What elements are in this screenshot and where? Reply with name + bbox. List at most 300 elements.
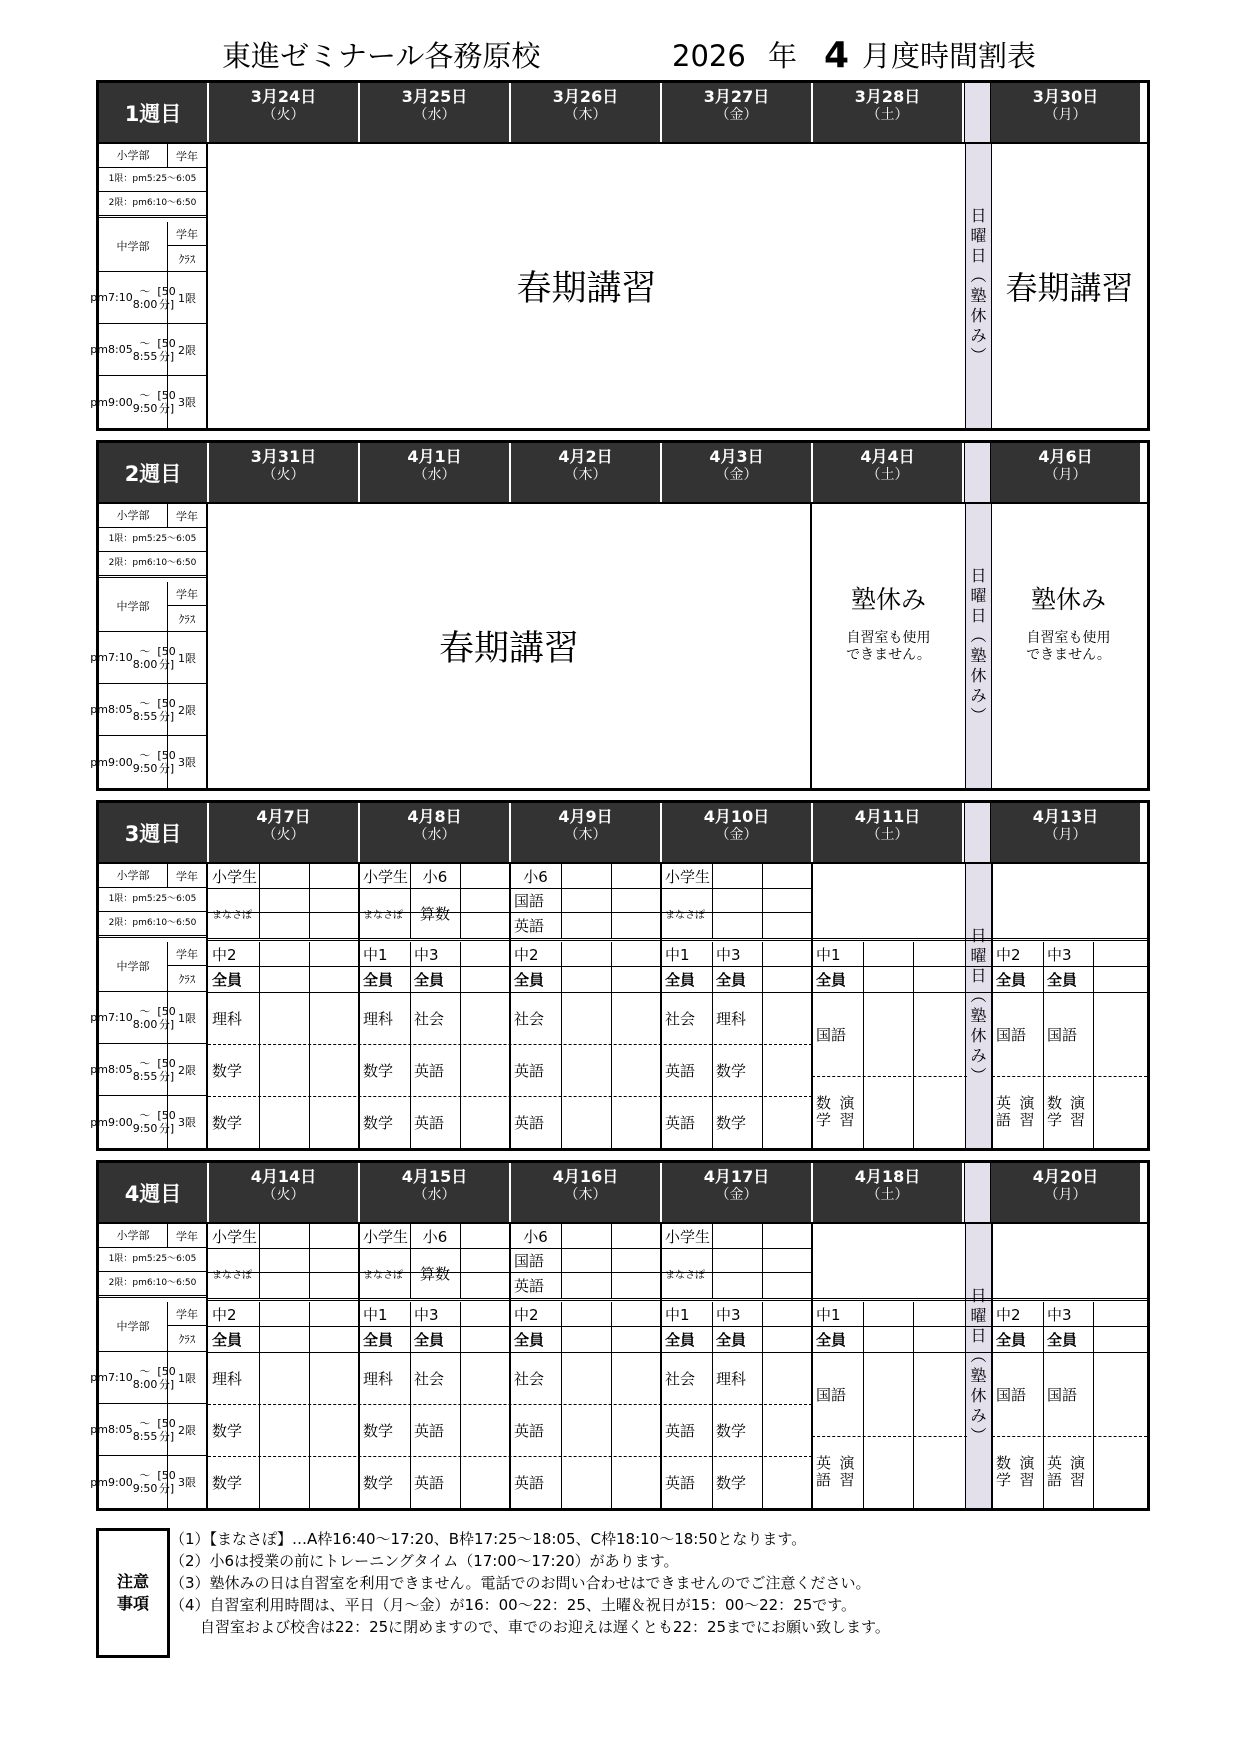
closed-sub-2: できません。 — [846, 647, 931, 663]
mid-class-2: 全員 — [716, 970, 747, 989]
p3-t3: [50分] — [157, 1469, 176, 1495]
grid-line — [1093, 942, 1094, 1148]
sunday-char: み — [970, 1406, 987, 1425]
period-p3a: 英語 — [665, 1473, 696, 1492]
sunday-char: 日 — [970, 606, 987, 625]
day-of-week: （火） — [262, 107, 305, 123]
p2-t1: pm8:05 — [90, 343, 133, 356]
spring-course-main: 春期講習 — [516, 269, 657, 309]
day-header-5 — [813, 443, 964, 502]
grid-line — [863, 942, 864, 1148]
mid-grade-1: 中2 — [996, 945, 1021, 964]
period-p1a: 社会 — [665, 1009, 696, 1028]
month: 4 — [824, 35, 850, 76]
period-ba-l1: 英語 — [996, 1094, 1012, 1129]
label-row — [99, 552, 206, 578]
period-bb — [1043, 1436, 1093, 1508]
label-row — [90, 272, 206, 324]
elem-course-2: 算数 — [419, 1264, 450, 1283]
year: 2026 — [672, 39, 746, 73]
p1-t2: ～8:00 — [132, 284, 158, 311]
day-header-2 — [360, 443, 511, 502]
day-date: 4月16日 — [552, 1167, 619, 1186]
grid-line — [259, 1302, 260, 1508]
elem-subject-2: 英語 — [514, 916, 545, 935]
sunday-char: ︶ — [970, 346, 987, 365]
day-of-week: （土） — [866, 107, 909, 123]
period-p1a: 社会 — [665, 1369, 696, 1388]
grade-label: 学年 — [176, 869, 198, 883]
mid-class: 全員 — [816, 970, 847, 989]
sunday-char: 日 — [970, 926, 987, 945]
mid-grade: 中2 — [212, 1305, 237, 1324]
p1-t1: pm7:10 — [90, 1011, 133, 1024]
label-sub — [168, 632, 206, 683]
mid-class-2: 全員 — [1047, 970, 1078, 989]
mid-class-2: 全員 — [414, 970, 445, 989]
schedule-grid — [99, 1224, 1147, 1508]
elem-grade: 小6 — [523, 1227, 548, 1246]
spring-course-monday: 春期講習 — [1005, 269, 1134, 307]
p3-t1: pm9:00 — [90, 755, 133, 769]
elem-p2-time: 2限：pm6:10～6:50 — [108, 198, 197, 208]
label-main — [99, 528, 206, 551]
label-sub — [168, 684, 206, 735]
grade-label: 学年 — [176, 149, 198, 163]
day-date: 4月17日 — [703, 1167, 770, 1186]
mid-class: 全員 — [212, 970, 243, 989]
day-header-4 — [662, 83, 813, 142]
grid-line — [561, 864, 562, 938]
week-body — [90, 502, 1147, 788]
mid-grade: 中2 — [514, 1305, 539, 1324]
label-main — [99, 168, 206, 191]
sunday-char: 日 — [970, 1286, 987, 1305]
mid-class-1: 全員 — [996, 970, 1027, 989]
period-p1b: 理科 — [716, 1009, 747, 1028]
p2-t2: ～8:55 — [132, 1416, 158, 1443]
day-of-week: （金） — [715, 1187, 758, 1203]
closed-title: 塾休み — [850, 585, 926, 614]
day-of-week: （月） — [1044, 107, 1087, 123]
label-main — [99, 192, 206, 215]
elem-p1-time: 1限：pm5:25～6:05 — [108, 174, 197, 184]
sunday-char: ︵ — [970, 266, 987, 285]
label-row — [99, 582, 206, 632]
day-date: 4月18日 — [854, 1167, 921, 1186]
day-of-week: （土） — [866, 467, 909, 483]
section-divider — [208, 938, 1147, 941]
period-a: 国語 — [816, 1025, 847, 1044]
section-divider — [208, 1298, 1147, 1301]
day-date: 4月13日 — [1032, 807, 1099, 826]
p2-label: 2限 — [178, 1423, 196, 1437]
mid-grade-1: 中1 — [363, 1305, 388, 1324]
day-of-week: （月） — [1044, 827, 1087, 843]
period-b-l1: 英語 — [816, 1454, 832, 1489]
week-body — [90, 862, 1147, 1148]
day-header-4 — [662, 803, 813, 862]
elem-p2-time: 2限：pm6:10～6:50 — [108, 1278, 197, 1288]
mid-grade-2: 中3 — [414, 945, 439, 964]
period-a: 国語 — [816, 1385, 847, 1404]
mid-class: 全員 — [514, 970, 545, 989]
period-3: 数学 — [212, 1473, 243, 1492]
day-of-week: （月） — [1044, 467, 1087, 483]
mid-grade-1: 中1 — [363, 945, 388, 964]
p1-t2: ～8:00 — [132, 1004, 158, 1031]
mid-class-1: 全員 — [363, 970, 394, 989]
note-line-4: （4）自習室利用時間は、平日（月～金）が16：00～22：25、土曜＆祝日が15：00～22：25です。 — [170, 1596, 857, 1614]
elem-p2-time: 2限：pm6:10～6:50 — [108, 918, 197, 928]
sunday-char: 曜 — [970, 226, 987, 245]
sunday-char: 塾 — [970, 646, 987, 665]
period-p1a: 理科 — [363, 1369, 394, 1388]
period-b-l2: 演習 — [839, 1094, 855, 1129]
period-bb-l1: 英語 — [1047, 1454, 1063, 1489]
class-label: ｸﾗｽ — [178, 973, 196, 986]
period-p2b: 数学 — [716, 1061, 747, 1080]
week-title: 3週目 — [99, 803, 209, 862]
closed-title: 塾休み — [1030, 585, 1106, 614]
p3-t3: [50分] — [157, 1109, 176, 1135]
elem-course: まなさぽ — [665, 1269, 705, 1281]
period-ba — [992, 1436, 1043, 1508]
period-p2a: 英語 — [665, 1061, 696, 1080]
p3-t1: pm9:00 — [90, 1115, 133, 1129]
day-of-week: （水） — [413, 827, 456, 843]
day-date: 3月31日 — [250, 447, 317, 466]
period-bb-l2: 演習 — [1070, 1454, 1086, 1489]
mid-class-2: 全員 — [1047, 1330, 1078, 1349]
grid-line — [561, 1302, 562, 1508]
mid-grade-1: 中2 — [996, 1305, 1021, 1324]
mid-class-2: 全員 — [414, 1330, 445, 1349]
p2-t3: [50分] — [157, 336, 176, 363]
p3-t2: ～9:50 — [132, 1469, 158, 1495]
day-date: 3月24日 — [250, 87, 317, 106]
note-line-2: （2）小6は授業の前にトレーニングタイム（17:00～17:20）があります。 — [170, 1552, 679, 1570]
day-of-week: （土） — [866, 1187, 909, 1203]
label-main — [99, 222, 168, 271]
p1-t1: pm7:10 — [90, 1371, 133, 1384]
sunday-char: ︶ — [970, 1066, 987, 1085]
p3-t2: ～9:50 — [132, 1109, 158, 1135]
day-of-week: （土） — [866, 827, 909, 843]
mid-label: 中学部 — [116, 960, 150, 973]
elem-course: まなさぽ — [212, 1269, 252, 1281]
p2-label: 2限 — [178, 343, 196, 357]
grid-line — [259, 864, 260, 938]
mid-label: 中学部 — [116, 1320, 150, 1333]
label-sub — [168, 272, 206, 323]
elem-grade: 小学生 — [363, 867, 409, 886]
mid-grade-1: 中1 — [665, 1305, 690, 1324]
period-b — [812, 1076, 863, 1148]
note-line-1: （1）【まなさぽ】…A枠16:40～17:20、B枠17:25～18:05、C枠18:10～18:50となります。 — [170, 1530, 807, 1548]
period-3: 英語 — [514, 1473, 545, 1492]
day-date: 3月26日 — [552, 87, 619, 106]
p1-t3: [50分] — [157, 1004, 176, 1031]
mid-label: 中学部 — [116, 240, 150, 253]
period-2: 英語 — [514, 1421, 545, 1440]
day-of-week: （月） — [1044, 1187, 1087, 1203]
week-1 — [90, 80, 1150, 431]
p2-t2: ～8:55 — [132, 696, 158, 723]
grid-line — [913, 942, 914, 1148]
p1-t2: ～8:00 — [132, 644, 158, 671]
label-row — [99, 192, 206, 218]
label-row — [90, 684, 206, 736]
elem-p2-time: 2限：pm6:10～6:50 — [108, 558, 197, 568]
p3-label: 3限 — [178, 1476, 196, 1489]
day-of-week: （火） — [262, 827, 305, 843]
elem-label: 小学部 — [116, 869, 150, 882]
sunday-char: み — [970, 326, 987, 345]
day-of-week: （水） — [413, 467, 456, 483]
grid-line — [460, 942, 461, 1148]
elem-grade: 小学生 — [212, 1227, 258, 1246]
mid-grade-2: 中3 — [716, 945, 741, 964]
school-name: 東進ゼミナール各務原校 — [222, 39, 541, 73]
mid-grade: 中2 — [212, 945, 237, 964]
p3-t3: [50分] — [157, 389, 176, 415]
grid-line — [762, 1302, 763, 1508]
grid-line — [712, 1224, 713, 1298]
label-main — [99, 144, 168, 167]
elem-grade: 小学生 — [665, 867, 711, 886]
sunday-char: 日 — [970, 246, 987, 265]
day-date: 4月7日 — [256, 807, 311, 826]
closed-notice-saturday — [812, 580, 965, 664]
sunday-char: 休 — [970, 1026, 987, 1045]
sunday-char: 塾 — [970, 1006, 987, 1025]
day-header-1 — [209, 1163, 360, 1222]
p3-t2: ～9:50 — [132, 749, 158, 775]
period-p1b: 理科 — [716, 1369, 747, 1388]
sunday-char: 曜 — [970, 586, 987, 605]
row-labels — [90, 144, 208, 428]
elem-label: 小学部 — [116, 509, 150, 522]
sunday-char: 休 — [970, 306, 987, 325]
grid-line — [863, 1302, 864, 1508]
day-header-2 — [360, 803, 511, 862]
closed-sub-1: 自習室も使用 — [846, 630, 931, 646]
period-p3a: 数学 — [363, 1113, 394, 1132]
title-suffix: 月度時間割表 — [862, 39, 1037, 73]
sunday-char: 日 — [970, 966, 987, 985]
sunday-char: ︵ — [970, 1346, 987, 1365]
sunday-char: 塾 — [970, 1366, 987, 1385]
period-aa: 国語 — [996, 1385, 1027, 1404]
period-1: 理科 — [212, 1369, 243, 1388]
day-of-week: （木） — [564, 467, 607, 483]
day-header-1 — [209, 443, 360, 502]
day-of-week: （水） — [413, 1187, 456, 1203]
label-sub — [168, 582, 206, 606]
sunday-char: み — [970, 686, 987, 705]
label-row — [90, 324, 206, 376]
elem-course: まなさぽ — [212, 909, 252, 921]
label-main — [99, 504, 168, 527]
class-label: ｸﾗｽ — [178, 253, 196, 266]
day-date: 3月30日 — [1032, 87, 1099, 106]
day-header-2 — [360, 83, 511, 142]
sunday-gap — [964, 803, 991, 862]
grade-label: 学年 — [176, 947, 198, 961]
day-date: 4月14日 — [250, 1167, 317, 1186]
elem-label: 小学部 — [116, 149, 150, 162]
day-of-week: （木） — [564, 827, 607, 843]
p1-label: 1限 — [178, 1371, 196, 1385]
day-header-3 — [511, 83, 662, 142]
mid-grade-2: 中3 — [1047, 1305, 1072, 1324]
grid-line — [460, 1224, 461, 1298]
label-row — [90, 736, 206, 788]
week-title: 4週目 — [99, 1163, 209, 1222]
sunday-closed-bar — [965, 144, 992, 428]
day-date: 4月9日 — [558, 807, 613, 826]
elem-p1-time: 1限：pm5:25～6:05 — [108, 894, 197, 904]
period-1: 社会 — [514, 1009, 545, 1028]
p3-t1: pm9:00 — [90, 1475, 133, 1489]
week-4 — [90, 1160, 1150, 1511]
p2-label: 2限 — [178, 1063, 196, 1077]
closed-notice-monday — [992, 580, 1145, 664]
sunday-char: 日 — [970, 1326, 987, 1345]
mid-class-1: 全員 — [996, 1330, 1027, 1349]
day-of-week: （金） — [715, 827, 758, 843]
period-p1b: 社会 — [414, 1369, 445, 1388]
p1-t1: pm7:10 — [90, 651, 133, 664]
mid-class: 全員 — [816, 1330, 847, 1349]
period-bb-l1: 数学 — [1047, 1094, 1063, 1129]
week-title: 2週目 — [99, 443, 209, 502]
sunday-char: 曜 — [970, 1306, 987, 1325]
period-aa: 国語 — [996, 1025, 1027, 1044]
day-header-4 — [662, 443, 813, 502]
p1-t2: ～8:00 — [132, 1364, 158, 1391]
label-main — [99, 552, 206, 575]
p2-label: 2限 — [178, 703, 196, 717]
period-2: 英語 — [514, 1061, 545, 1080]
day-date: 4月2日 — [558, 447, 613, 466]
sunday-char: 日 — [970, 566, 987, 585]
grid-line — [762, 864, 763, 938]
mid-grade: 中1 — [816, 945, 841, 964]
elem-grade-2: 小6 — [422, 1227, 448, 1246]
p3-t2: ～9:50 — [132, 389, 158, 415]
p1-label: 1限 — [178, 651, 196, 665]
label-main — [90, 736, 176, 788]
closed-sub-1: 自習室も使用 — [1026, 630, 1111, 646]
label-main — [90, 272, 176, 323]
grade-label: 学年 — [176, 1307, 198, 1321]
period-bb — [1043, 1076, 1093, 1148]
p1-t3: [50分] — [157, 284, 176, 311]
elem-course: まなさぽ — [665, 909, 705, 921]
period-ba-l2: 演習 — [1019, 1094, 1035, 1129]
day-header-1 — [209, 83, 360, 142]
day-date: 4月8日 — [407, 807, 462, 826]
grid-line — [712, 864, 713, 938]
label-row — [99, 528, 206, 552]
sunday-char: ︶ — [970, 706, 987, 725]
day-header-3 — [511, 443, 662, 502]
sunday-gap — [964, 83, 991, 142]
day-of-week: （木） — [564, 1187, 607, 1203]
grid-line — [611, 1224, 612, 1298]
day-header-6 — [991, 803, 1140, 862]
period-p2b: 英語 — [414, 1421, 445, 1440]
grid-line — [309, 1224, 310, 1298]
day-header-6 — [991, 443, 1140, 502]
period-p3b: 数学 — [716, 1113, 747, 1132]
label-row — [90, 632, 206, 684]
label-sub — [168, 376, 206, 428]
mid-grade: 中1 — [816, 1305, 841, 1324]
period-b-l1: 数学 — [816, 1094, 832, 1129]
mid-grade-2: 中3 — [414, 1305, 439, 1324]
label-row — [99, 168, 206, 192]
label-sub — [168, 504, 206, 527]
period-2: 数学 — [212, 1421, 243, 1440]
period-p2a: 英語 — [665, 1421, 696, 1440]
day-header-3 — [511, 803, 662, 862]
day-date: 3月28日 — [854, 87, 921, 106]
grid-line — [309, 942, 310, 1148]
sunday-char: ︵ — [970, 986, 987, 1005]
p1-label: 1限 — [178, 291, 196, 305]
grid-line — [762, 942, 763, 1148]
period-ba — [992, 1076, 1043, 1148]
day-date: 4月6日 — [1038, 447, 1093, 466]
mid-class: 全員 — [514, 1330, 545, 1349]
day-header-5 — [813, 803, 964, 862]
mid-class-1: 全員 — [665, 970, 696, 989]
period-p3a: 数学 — [363, 1473, 394, 1492]
period-p3a: 英語 — [665, 1113, 696, 1132]
grid-line — [611, 864, 612, 938]
p3-t1: pm9:00 — [90, 395, 133, 409]
sunday-gap — [964, 443, 991, 502]
period-1: 社会 — [514, 1369, 545, 1388]
grid-line — [259, 942, 260, 1148]
period-ba-l2: 演習 — [1019, 1454, 1035, 1489]
day-header-5 — [813, 83, 964, 142]
week-body — [90, 142, 1147, 428]
period-ab: 国語 — [1047, 1385, 1078, 1404]
page-header — [0, 36, 1240, 80]
elem-grade: 小6 — [523, 867, 548, 886]
sunday-gap — [964, 1163, 991, 1222]
closed-sub-2: できません。 — [1026, 647, 1111, 663]
p2-t2: ～8:55 — [132, 1056, 158, 1083]
elem-grade: 小学生 — [212, 867, 258, 886]
period-b-l2: 演習 — [839, 1454, 855, 1489]
label-row — [99, 222, 206, 272]
day-header-2 — [360, 1163, 511, 1222]
elem-course: まなさぽ — [363, 909, 403, 921]
year-unit: 年 — [768, 39, 798, 73]
grade-label: 学年 — [176, 227, 198, 241]
elem-grade: 小学生 — [363, 1227, 409, 1246]
elem-grade: 小学生 — [665, 1227, 711, 1246]
p1-t3: [50分] — [157, 644, 176, 671]
elem-subject-1: 国語 — [514, 891, 545, 910]
elem-subject-1: 国語 — [514, 1251, 545, 1270]
p2-t1: pm8:05 — [90, 1423, 133, 1436]
